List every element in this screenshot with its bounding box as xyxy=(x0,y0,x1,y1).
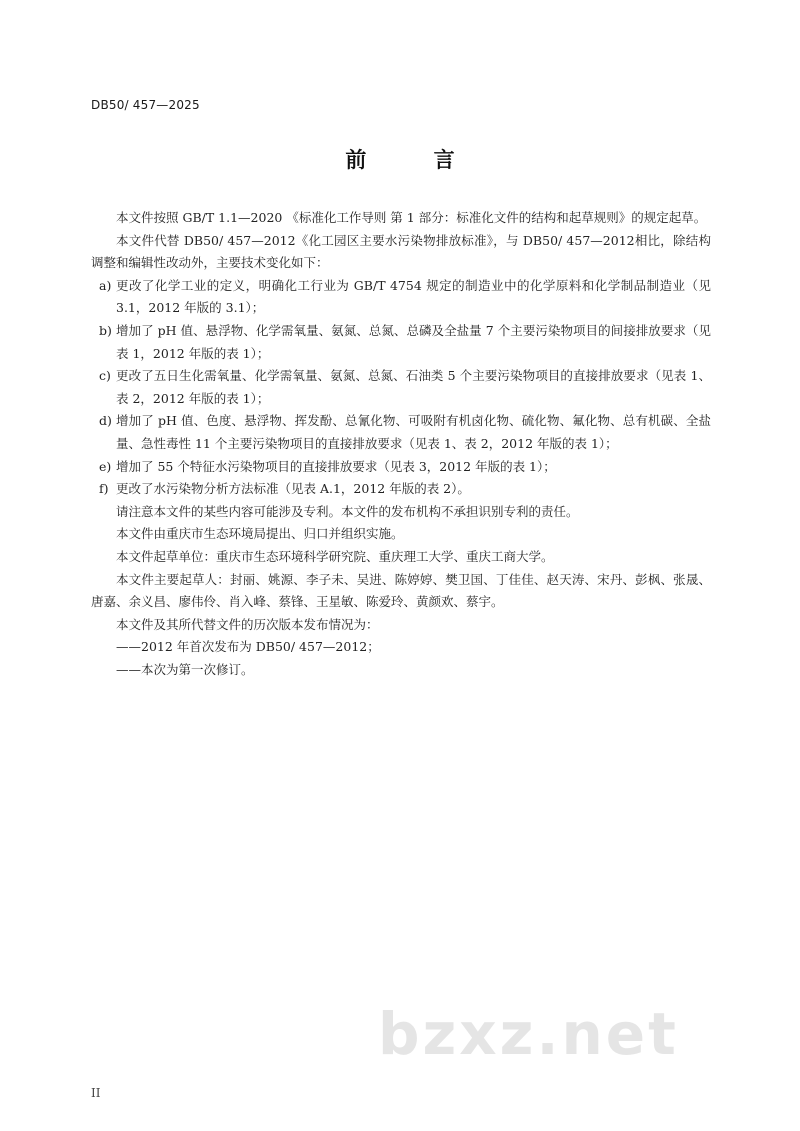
list-marker: b) xyxy=(99,322,112,338)
list-marker: a) xyxy=(99,277,112,293)
list-marker: e) xyxy=(99,458,112,474)
list-item xyxy=(91,320,711,365)
list-item-text: 更改了五日生化需氧量、化学需氧量、氨氮、总氮、石油类 5 个主要污染物项目的直接排放要求（见表 1、表 2，2012 年版的表 1）； xyxy=(116,368,711,406)
paragraph: ——2012 年首次发布为 DB50/ 457—2012； xyxy=(116,639,380,655)
list-item-text: 增加了 55 个特征水污染物项目的直接排放要求（见表 3，2012 年版的表 1）； xyxy=(116,458,556,474)
paragraph: 本文件由重庆市生态环境局提出、归口并组织实施。 xyxy=(116,526,404,542)
list-item xyxy=(91,410,711,455)
watermark: bzxz.net xyxy=(378,1000,679,1068)
list-item-text: 增加了 pH 值、悬浮物、化学需氧量、氨氮、总氮、总磷及全盐量 7 个主要污染物项目的间接排放要求（见表 1，2012 年版的表 1）； xyxy=(116,322,711,361)
list-item xyxy=(91,478,711,501)
list-marker: f) xyxy=(99,481,109,497)
paragraph: 本文件主要起草人：封丽、姚源、李子未、吴进、陈婷婷、樊卫国、丁佳佳、赵天涛、宋丹、彭枫、张晟、唐嘉、余义昌、廖伟伶、肖入峰、蔡锋、王星敏、陈爱玲、黄颜欢、蔡宇。 xyxy=(91,571,711,610)
document-body xyxy=(91,207,711,681)
page-number: II xyxy=(91,1086,101,1100)
paragraph: ——本次为第一次修订。 xyxy=(116,661,254,677)
list-item-text: 更改了水污染物分析方法标准（见表 A.1，2012 年版的表 2）。 xyxy=(116,481,470,497)
list-item xyxy=(91,365,711,410)
paragraph: 本文件按照 GB/T 1.1—2020 《标准化工作导则 第 1 部分：标准化文件的结构和起草规则》的规定起草。 xyxy=(116,210,707,225)
list-item xyxy=(91,275,711,320)
list-item xyxy=(91,456,711,479)
list-marker: c) xyxy=(99,368,111,384)
paragraph: 本文件及其所代替文件的历次版本发布情况为： xyxy=(116,616,379,632)
paragraph: 本文件代替 DB50/ 457—2012《化工园区主要水污染物排放标准》，与 DB50/ 457—2012相比，除结构调整和编辑性改动外，主要技术变化如下： xyxy=(91,232,711,271)
page-title: 前 言 xyxy=(345,148,485,172)
list-item-text: 更改了化学工业的定义，明确化工行业为 GB/T 4754 规定的制造业中的化学原料和化学制品制造业（见 3.1，2012 年版的 3.1）； xyxy=(116,277,711,316)
document-id: DB50/ 457—2025 xyxy=(91,98,200,112)
paragraph: 本文件起草单位：重庆市生态环境科学研究院、重庆理工大学、重庆工商大学。 xyxy=(116,548,554,564)
paragraph: 请注意本文件的某些内容可能涉及专利。本文件的发布机构不承担识别专利的责任。 xyxy=(116,503,579,519)
list-item-text: 增加了 pH 值、色度、悬浮物、挥发酚、总氰化物、可吸附有机卤化物、硫化物、氟化物、总有机碳、全盐量、急性毒性 11 个主要污染物项目的直接排放要求（见表 1、表 2，2012 年版的表 1）； xyxy=(116,413,711,451)
list-marker: d) xyxy=(99,413,112,429)
